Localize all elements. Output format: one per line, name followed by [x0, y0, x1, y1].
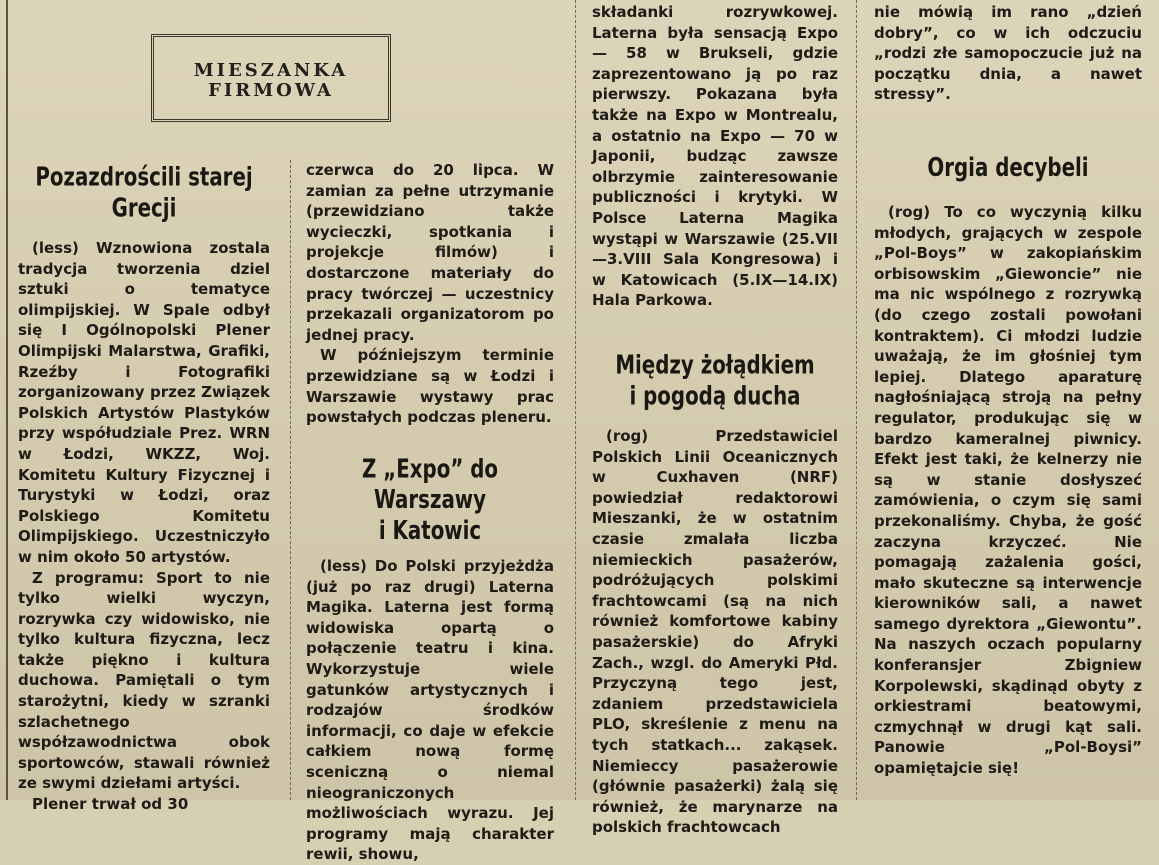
- article-decybele: [874, 153, 1142, 779]
- headline-line-2: i Katowic: [378, 516, 482, 546]
- headline-line-1: Między żołądkiem: [615, 351, 815, 381]
- headline-line-1: Orgia decybeli: [927, 153, 1089, 184]
- article-paragraph: składanki rozrywkowej. Laterna była sensacją Expo — 58 w Brukseli, gdzie zaprezentowano ją po raz pierwszy. Pokazana była także na Expo w Montrealu, a ostatnio na Expo — 70 w Japonii, budząc zawsze olbrzymie zainteresowanie publiczności i krytyki. W Polsce Laterna Magika wystąpi w Warszawie (25.VII—3.VIII Sala Kongresowa) i w Katowicach (5.IX—14.IX) Hala Parkowa.: [592, 3, 838, 310]
- article-expo: [306, 454, 554, 865]
- article-paragraph: (less) Do Polski przyjeżdża (już po raz drugi) Laterna Magika. Laterna jest formą widowiska opartą o połączenie teatru i kina. Wykorzystuje wiele gatunków artystycznych i rodzajów środków informacji, co daje w efekcie całkiem nową formę sceniczną o niemal nieograniczonych możliwościach wyrazu. Jej programy mają charakter rewii, showu,: [306, 557, 554, 864]
- section-title-line-1: MIESZANKA: [193, 60, 349, 81]
- article-paragraph: W późniejszym terminie przewidziane są w Łodzi i Warszawie wystawy prac powstałych podczas pleneru.: [306, 346, 554, 427]
- headline-line-2: i pogodą ducha: [629, 382, 801, 412]
- article-zoladek-continued: [874, 2, 1142, 105]
- headline-grecja: [18, 163, 270, 224]
- article-zoladek: [592, 351, 838, 838]
- headline-expo: [306, 455, 554, 547]
- article-paragraph: czerwca do 20 lipca. W zamian za pełne utrzymanie (przewidziano także wycieczki, spotkania i projekcje filmów) i dostarczone materiały do pracy twórczej — uczestnicy przekazali organizatorom po jednej pracy.: [306, 161, 554, 344]
- headline-line-2: Grecji: [111, 194, 177, 224]
- article-expo-continued: [592, 2, 838, 311]
- headline-decybele: [874, 154, 1142, 185]
- article-grecja-continued: [306, 160, 554, 428]
- column-rule: [575, 0, 576, 800]
- page-fold-edge: [0, 0, 8, 800]
- column-rule: [856, 0, 857, 800]
- article-grecja: [18, 163, 270, 815]
- article-paragraph: nie mówią im rano „dzień dobry”, co w ich odczuciu „rodzi złe samopoczucie już na początku dnia, a nawet stressy”.: [874, 3, 1142, 104]
- section-title-line-2: FIRMOWA: [208, 80, 334, 101]
- article-paragraph: (rog) Przedstawiciel Polskich Linii Oceanicznych w Cuxhaven (NRF) powiedział redaktorowi Mieszanki, że w ostatnim czasie zmalała liczba niemieckich pasażerów, podróżujących polskimi frachtowcami (są na nich również komfortowe kabiny pasażerskie) do Afryki Zach., wzgl. do Ameryki Płd. Przyczyną tego jest, zdaniem przedstawiciela PLO, skreślenie z menu na tych statkach... zakąsek. Niemieccy pasażerowie (głównie pasażerki) żalą się również, że marynarze na polskich frachtowcach: [592, 427, 838, 837]
- article-paragraph: Z programu: Sport to nie tylko wielki wyczyn, rozrywka czy widowisko, nie tylko kultura fizyczna, lecz także piękno i kultura duchowa. Pamiętali o tym starożytni, kiedy w szranki szlachetnego współzawodnictwa obok sportowców, stawali również ze swymi dziełami artyści.: [18, 568, 270, 793]
- article-paragraph: (rog) To co wyczynią kilku młodych, grających w zespole „Pol-Boys” w zakopiańskim orbisowskim „Giewoncie” nie ma nic wspólnego z rozrywką (do czego zostali powołani kontraktem). Ci młodzi ludzie uważają, że im głośniej tym lepiej. Dlatego aparaturę nagłośniającą stroją na pełny regulator, produkując się w bardzo kameralnej piwnicy. Efekt jest taki, że kelnerzy nie są w stanie dosłyszeć zamówienia, o czym się sami przekonaliśmy. Chyba, że gość zaczyna krzyczeć. Nie pomagają zażalenia gości, mało skuteczne są interwencje kierowników sali, a nawet samego dyrektora „Giewontu”. Na naszych oczach popularny konferansjer Zbigniew Korpolewski, skądinąd obyty z orkiestrami beatowymi, czmychnął w drugi kąt sali. Panowie „Pol-Boysi” opamiętajcie się!: [874, 203, 1142, 778]
- section-title-box: [151, 34, 391, 122]
- column-rule: [290, 160, 291, 800]
- headline-line-1: Pozazdrościli starej: [35, 163, 253, 193]
- headline-zoladek: [592, 351, 838, 412]
- section-title: [154, 61, 388, 101]
- headline-line-1: Z „Expo” do Warszawy: [362, 454, 498, 516]
- article-paragraph: (less) Wznowiona zostala tradycja tworzenia dziel sztuki o tematyce olimpijskiej. W Spale odbył się I Ogólnopolski Plener Olimpijski Malarstwa, Grafiki, Rzeźby i Fotografiki zorganizowany przez Związek Polskich Artystów Plastyków przy współudziale Prez. WRN w Łodzi, WKZZ, Woj. Komitetu Kultury Fizycznej i Turystyki w Łodzi, oraz Polskiego Komitetu Olimpijskiego. Uczestniczyło w nim około 50 artystów.: [18, 239, 270, 566]
- article-paragraph: Plener trwał od 30: [32, 795, 189, 814]
